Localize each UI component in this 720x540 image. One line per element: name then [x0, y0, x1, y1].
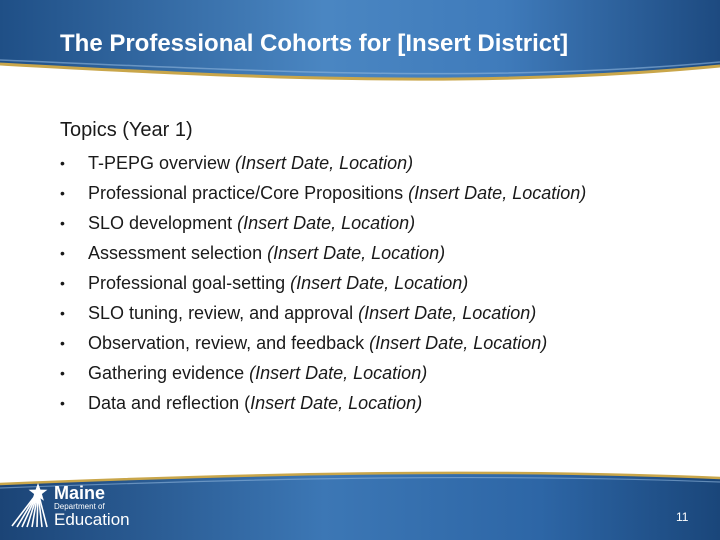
bullet-icon: •: [60, 275, 65, 291]
bullet-icon: •: [60, 395, 65, 411]
topic-item: [60, 271, 586, 301]
topic-item: [60, 391, 586, 421]
topic-detail: (Insert Date, Location): [369, 333, 548, 353]
topic-item: [60, 211, 586, 241]
bullet-icon: •: [60, 245, 65, 261]
topic-item: [60, 331, 586, 361]
topic-detail: Insert Date, Location): [250, 393, 423, 413]
topic-detail: (Insert Date, Location): [408, 183, 587, 203]
topic-item: [60, 241, 586, 271]
maine-doe-logo: [8, 480, 148, 530]
topic-item: [60, 181, 586, 211]
topic-label: SLO development: [88, 213, 238, 233]
topic-label: Gathering evidence: [88, 363, 250, 383]
slide-title: The Professional Cohorts for [Insert District]: [60, 30, 569, 57]
bullet-icon: •: [60, 215, 65, 231]
logo-education-text: Education: [54, 510, 130, 529]
topic-label: Observation, review, and feedback: [88, 333, 370, 353]
topic-label: SLO tuning, review, and approval: [88, 303, 359, 323]
bullet-icon: •: [60, 185, 65, 201]
topic-label: Professional practice/Core Propositions: [88, 183, 409, 203]
slide-header: [0, 0, 720, 88]
topic-detail: (Insert Date, Location): [249, 363, 428, 383]
topic-item: [60, 301, 586, 331]
star-rays-icon: [8, 480, 56, 528]
bullet-icon: •: [60, 305, 65, 321]
bullet-icon: •: [60, 335, 65, 351]
topic-item: [60, 151, 586, 181]
bullet-icon: •: [60, 365, 65, 381]
topic-detail: (Insert Date, Location): [358, 303, 537, 323]
logo-department-text: Department of: [54, 502, 105, 511]
topic-label: T-PEPG overview: [88, 153, 236, 173]
topics-heading: Topics (Year 1): [60, 119, 193, 141]
topic-detail: (Insert Date, Location): [267, 243, 446, 263]
topic-detail: (Insert Date, Location): [235, 153, 414, 173]
page-number: 11: [676, 510, 689, 524]
topic-list: [60, 151, 586, 421]
topic-item: [60, 361, 586, 391]
logo-maine-text: Maine: [54, 483, 106, 503]
topic-label: Assessment selection: [88, 243, 268, 263]
topic-label: Data and reflection (: [88, 393, 251, 413]
topic-detail: (Insert Date, Location): [237, 213, 416, 233]
topic-label: Professional goal-setting: [88, 273, 291, 293]
topic-detail: (Insert Date, Location): [290, 273, 469, 293]
bullet-icon: •: [60, 155, 65, 171]
